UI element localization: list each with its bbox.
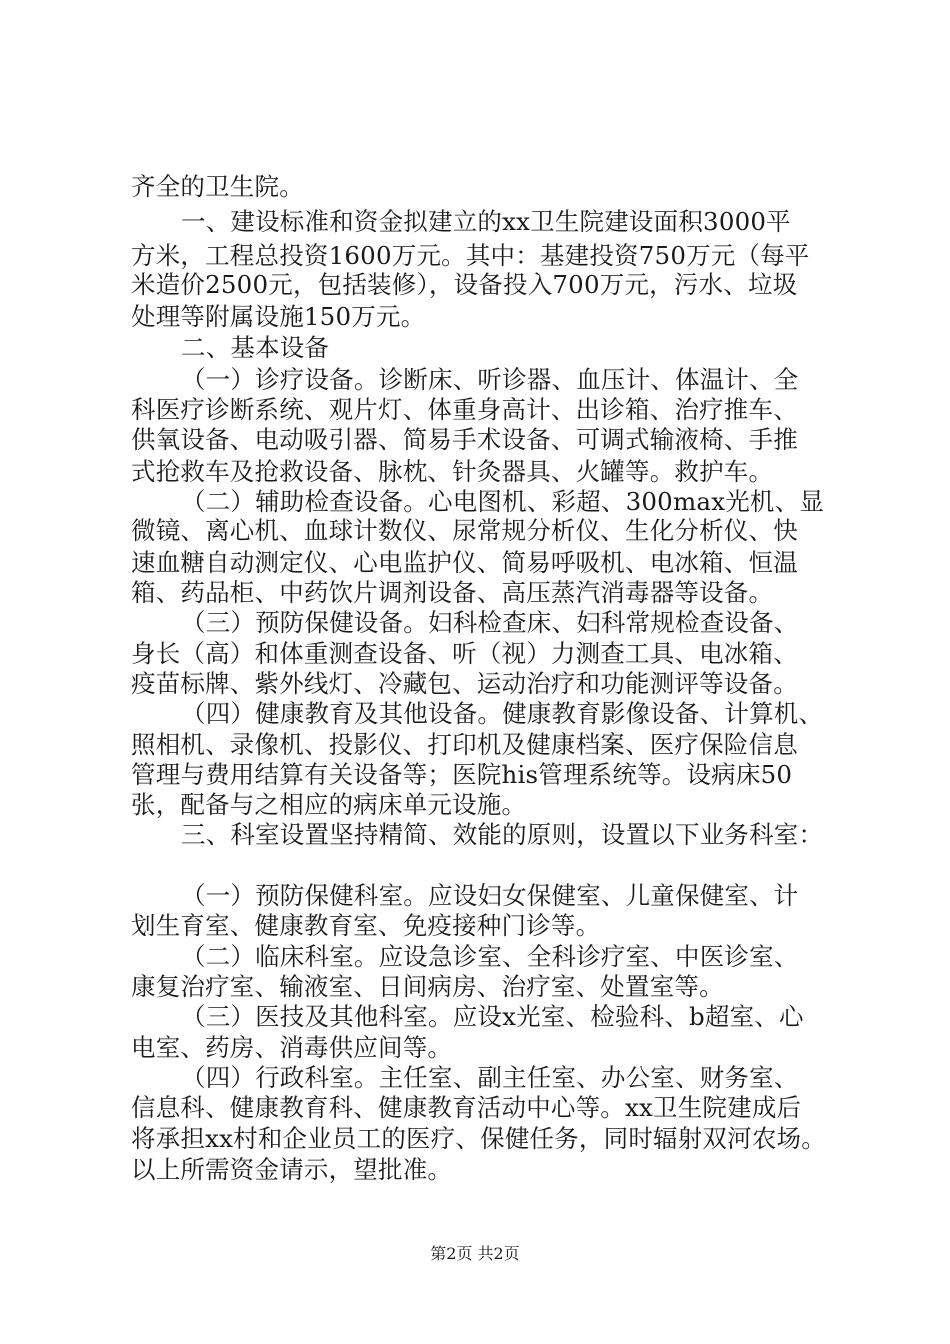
section-heading: 二、基本设备 <box>181 333 330 362</box>
text-line: （一）诊疗设备。诊断床、听诊器、血压计、体温计、全 <box>181 365 799 394</box>
text-line: 张，配备与之相应的病床单元设施。 <box>131 790 527 819</box>
text-line: 划生育室、健康教育室、免疫接种门诊等。 <box>131 911 601 940</box>
text-line: 速血糖自动测定仪、心电监护仪、简易呼吸机、电冰箱、恒温 <box>131 548 798 577</box>
text-line: 一、建设标准和资金拟建立的xx卫生院建设面积3000平 <box>181 207 791 236</box>
text-line: （一）预防保健科室。应设妇女保健室、儿童保健室、计 <box>181 881 799 910</box>
text-line: 箱、药品柜、中药饮片调剂设备、高压蒸汽消毒器等设备。 <box>131 578 774 607</box>
text-line: 处理等附属设施150万元。 <box>131 302 426 331</box>
text-line: 式抢救车及抢救设备、脉枕、针灸器具、火罐等。救护车。 <box>131 457 774 486</box>
page-footer: 第2页 共2页 <box>430 1244 520 1263</box>
text-line: 管理与费用结算有关设备等；医院his管理系统等。设病床50 <box>131 760 793 789</box>
text-line: 米造价2500元，包括装修），设备投入700万元，污水、垃圾 <box>131 270 798 299</box>
text-line: 方米，工程总投资1600万元。其中：基建投资750万元（每平 <box>131 241 810 270</box>
text-line: 供氧设备、电动吸引器、简易手术设备、可调式输液椅、手推 <box>131 425 798 454</box>
text-line: （三）预防保健设备。妇科检查床、妇科常规检查设备、 <box>181 608 799 637</box>
text-line: 疫苗标牌、紫外线灯、冷藏包、运动治疗和功能测评等设备。 <box>131 669 798 698</box>
text-line: （四）行政科室。主任室、副主任室、办公室、财务室、 <box>181 1063 799 1092</box>
text-line: 身长（高）和体重测查设备、听（视）力测查工具、电冰箱、 <box>131 639 798 668</box>
text-line: 康复治疗室、输液室、日间病房、治疗室、处置室等。 <box>131 972 724 1001</box>
text-line: （三）医技及其他科室。应设x光室、检验科、b超室、心 <box>181 1002 804 1031</box>
text-line: （四）健康教育及其他设备。健康教育影像设备、计算机、 <box>181 699 824 728</box>
section-heading: 三、科室设置坚持精简、效能的原则，设置以下业务科室： <box>181 820 824 849</box>
text-line: 以上所需资金请示，望批准。 <box>131 1155 453 1184</box>
text-line: （二）临床科室。应设急诊室、全科诊疗室、中医诊室、 <box>181 942 799 971</box>
text-line: 照相机、录像机、投影仪、打印机及健康档案、医疗保险信息 <box>131 730 798 759</box>
text-line: 电室、药房、消毒供应间等。 <box>131 1033 453 1062</box>
text-line: 将承担xx村和企业员工的医疗、保健任务，同时辐射双河农场。 <box>131 1124 826 1153</box>
text-line: 科医疗诊断系统、观片灯、体重身高计、出诊箱、治疗推车、 <box>131 395 798 424</box>
text-line: 微镜、离心机、血球计数仪、尿常规分析仪、生化分析仪、快 <box>131 516 798 545</box>
text-line: （二）辅助检查设备。心电图机、彩超、300max光机、显 <box>181 487 825 516</box>
text-line: 信息科、健康教育科、健康教育活动中心等。xx卫生院建成后 <box>131 1093 802 1122</box>
text-line: 齐全的卫生院。 <box>131 172 304 201</box>
